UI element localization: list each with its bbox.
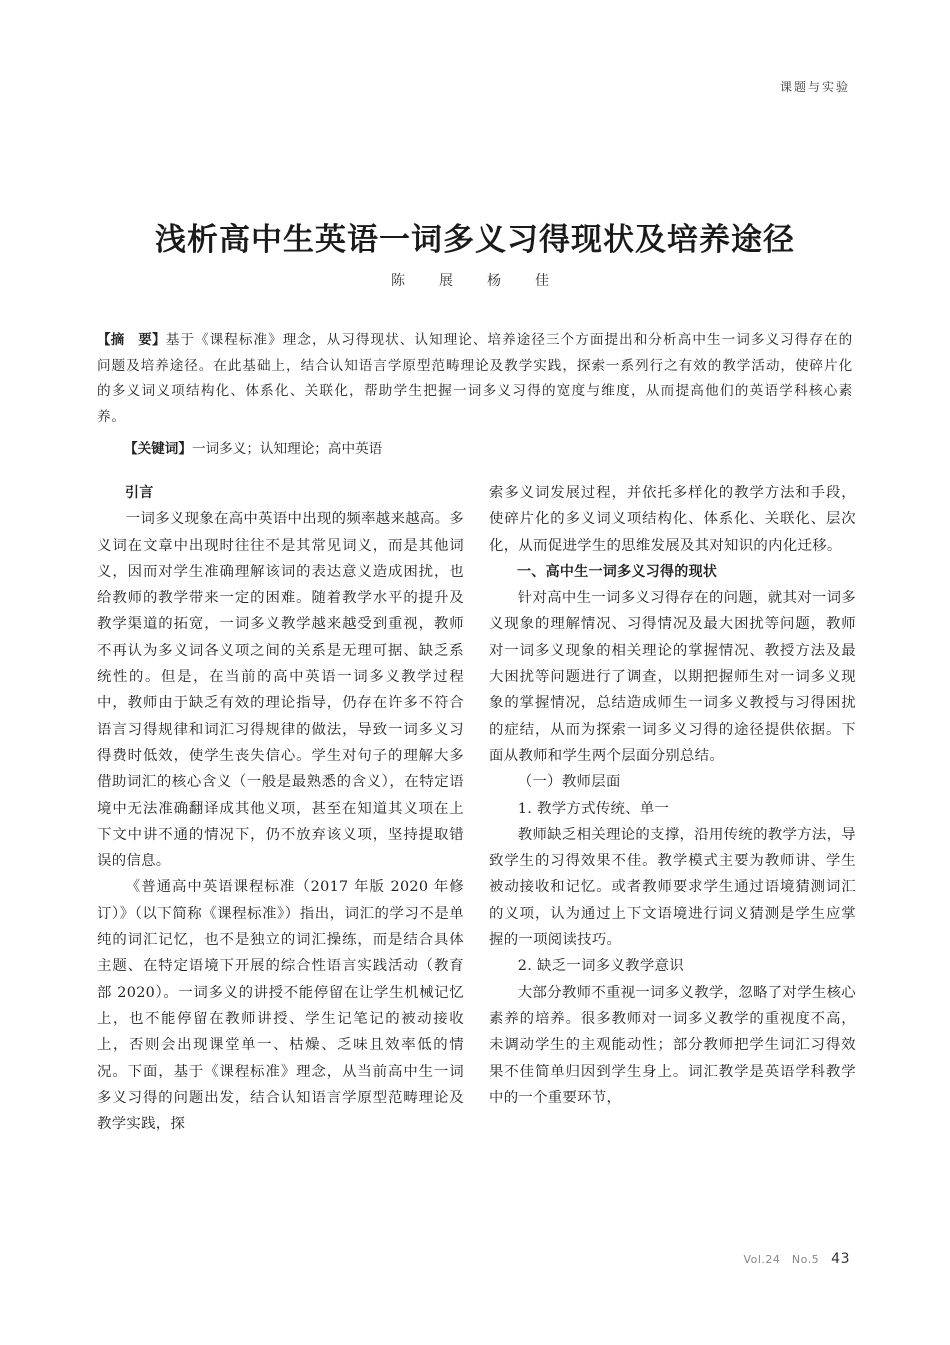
section-1-heading: 一、高中生一词多义习得的现状 — [517, 563, 718, 580]
item-2-heading: 2. 缺乏一词多义教学意识 — [517, 958, 684, 975]
abstract-text: 基于《课程标准》理念，从习得现状、认知理论、培养途径三个方面提出和分析高中生一词多义习得存在的问题及培养途径。在此基础上，结合认知语言学原型范畴理论及教学实践，探索一系列行之有效的教学活动，使碎片化的多义词义项结构化、体系化、关联化，帮助学生把握一词多义习得的宽度与维度，从而提高他们的英语学科核心素养。 — [97, 332, 853, 425]
keywords — [124, 437, 854, 462]
page-number: 43 — [831, 1251, 850, 1267]
abstract-label: 【摘 要】 — [97, 332, 166, 348]
intro-paragraph-1: 一词多义现象在高中英语中出现的频率越来越高。多义词在文章中出现时往往不是其常见词义，而是其他词义，因而对学生准确理解该词的表达意义造成困扰，也给教师的教学带来一定的困难。随着教学水平的提升及教学渠道的拓宽，一词多义教学越来越受到重视，教师不再认为多义词各义项之间的关系是无理可据、缺乏系统性的。但是，在当前的高中英语一词多义教学过程中，教师由于缺乏有效的理论指导，仍存在许多不符合语言习得规律和词汇习得规律的做法，导致一词多义习得费时低效，使学生丧失信心。学生对句子的理解大多借助词汇的核心含义（一般是最熟悉的含义），在特定语境中无法准确翻译成其他义项，甚至在知道其义项在上下文中讲不通的情况下，仍不放弃该义项，坚持提取错误的信息。 — [97, 511, 464, 870]
keywords-label: 【关键词】 — [124, 441, 192, 457]
article-title: 浅析高中生英语一词多义习得现状及培养途径 — [155, 222, 795, 258]
volume-label: Vol.24 No.5 — [743, 1253, 820, 1266]
intro-heading: 引言 — [125, 485, 154, 501]
article-authors: 陈 展 杨 佳 — [391, 273, 559, 289]
section-tag: 课题与实验 — [779, 80, 850, 94]
item-2-paragraph: 大部分教师不重视一词多义教学，忽略了对学生核心素养的培养。很多教师对一词多义教学的重视度不高，未调动学生的主观能动性；部分教师把学生词汇习得效果不佳简单归因到学生身上。词汇教学是英语学科教学中的一个重要环节， — [489, 984, 856, 1106]
footer — [743, 1251, 850, 1267]
item-1-heading: 1. 教学方式传统、单一 — [517, 800, 670, 817]
intro-paragraph-2: 《普通高中英语课程标准（2017 年版 2020 年修订）》（以下简称《课程标准》）指出，词汇的学习不是单纯的词汇记忆，也不是独立的词汇操练，而是结合具体主题、在特定语境下开展的综合性语言实践活动（教育部 2020）。一词多义的讲授不能停留在让学生机械记忆上，也不能停留在教师讲授、学生记笔记的被动接收上，否则会出现课堂单一、枯燥、乏味且效率低的情况。下面，基于《课程标准》理念，从当前高中生一词多义习得的问题出发，结合认知语言学原型范畴理论及教学实践，探 — [97, 879, 464, 1133]
subsection-teacher-heading: （一）教师层面 — [517, 774, 621, 791]
left-column — [97, 480, 464, 1137]
right-column — [489, 480, 856, 1111]
continued-paragraph: 索多义词发展过程，并依托多样化的教学方法和手段，使碎片化的多义词义项结构化、体系化、关联化、层次化，从而促进学生的思维发展及其对知识的内化迁移。 — [489, 485, 856, 554]
abstract — [97, 328, 853, 430]
keywords-text: 一词多义；认知理论；高中英语 — [191, 441, 383, 457]
section-1-paragraph: 针对高中生一词多义习得存在的问题，就其对一词多义现象的理解情况、习得情况及最大困扰等问题，教师对一词多义现象的相关理论的掌握情况、教授方法及最大困扰等问题进行了调查，以期把握师生对一词多义现象的掌握情况，总结造成师生一词多义教授与习得困扰的症结，从而为探索一词多义习得的途径提供依据。下面从教师和学生两个层面分别总结。 — [489, 590, 856, 764]
item-1-paragraph: 教师缺乏相关理论的支撑，沿用传统的教学方法，导致学生的习得效果不佳。教学模式主要为教师讲、学生被动接收和记忆。或者教师要求学生通过语境猜测词汇的义项，认为通过上下文语境进行词义猜测是学生应掌握的一项阅读技巧。 — [489, 826, 856, 949]
